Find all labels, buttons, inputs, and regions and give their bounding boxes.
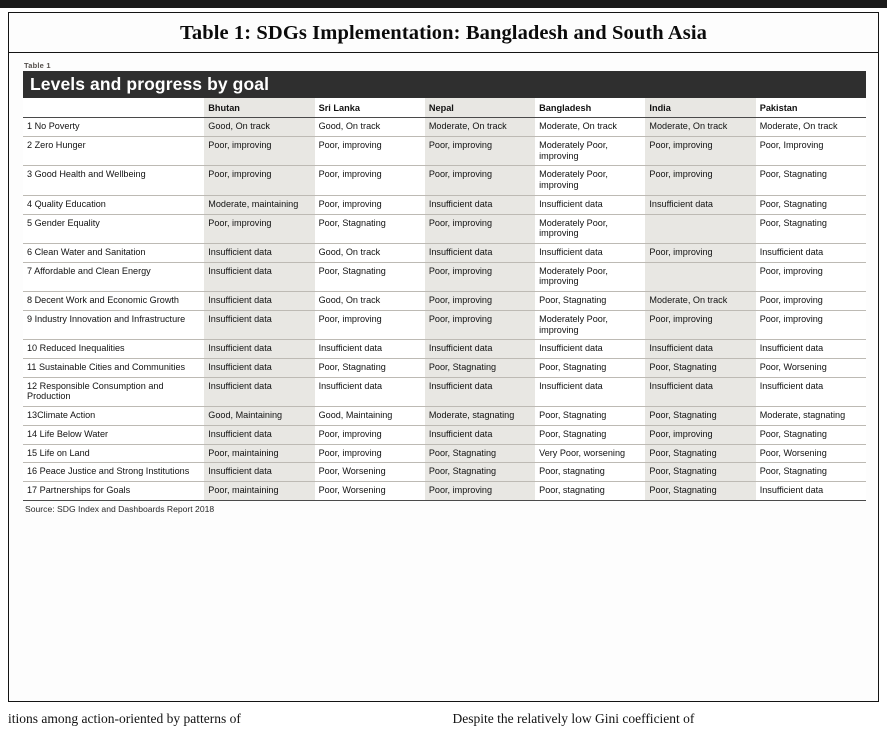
- table-cell: Very Poor, worsening: [535, 444, 645, 463]
- row-goal-label: 16 Peace Justice and Strong Institutions: [23, 463, 204, 482]
- table-cell: Poor, Stagnating: [756, 195, 866, 214]
- table-cell: Poor, Stagnating: [756, 425, 866, 444]
- table-cell: Poor, improving: [756, 310, 866, 339]
- table-cell: Good, On track: [315, 118, 425, 137]
- table-cell: Moderate, On track: [645, 118, 755, 137]
- table-cell: Poor, improving: [425, 262, 535, 291]
- table-cell: Moderate, stagnating: [756, 407, 866, 426]
- table-row: [23, 425, 866, 444]
- table-cell: Poor, maintaining: [204, 482, 314, 500]
- table-cell: Insufficient data: [425, 377, 535, 406]
- page-body-text: [8, 710, 879, 744]
- row-goal-label: 1 No Poverty: [23, 118, 204, 137]
- table-caption: Table 1: SDGs Implementation: Bangladesh and South Asia: [179, 22, 708, 44]
- page-top-rule: [0, 0, 887, 8]
- table-cell: Poor, Stagnating: [645, 359, 755, 378]
- table-row: [23, 243, 866, 262]
- table-cell: Insufficient data: [645, 377, 755, 406]
- table-cell: Poor, Stagnating: [425, 444, 535, 463]
- table-cell: Moderate, maintaining: [204, 195, 314, 214]
- table-cell: Good, On track: [315, 292, 425, 311]
- row-goal-label: 8 Decent Work and Economic Growth: [23, 292, 204, 311]
- row-goal-label: 15 Life on Land: [23, 444, 204, 463]
- table-cell: Insufficient data: [204, 359, 314, 378]
- row-goal-label: 4 Quality Education: [23, 195, 204, 214]
- table-cell: Poor, improving: [315, 310, 425, 339]
- table-row: [23, 407, 866, 426]
- table-cell: Poor, Stagnating: [315, 262, 425, 291]
- table-cell: Poor, Worsening: [756, 444, 866, 463]
- table-cell: Poor, Stagnating: [645, 444, 755, 463]
- table-cell: Poor, Stagnating: [645, 407, 755, 426]
- table-cell: [645, 214, 755, 243]
- row-goal-label: 2 Zero Hunger: [23, 136, 204, 165]
- table-cell: Good, On track: [315, 243, 425, 262]
- table-cell: Moderate, On track: [645, 292, 755, 311]
- body-column-right: Despite the relatively low Gini coefficient of: [452, 711, 695, 726]
- table-cell: Insufficient data: [535, 340, 645, 359]
- table-cell: Insufficient data: [315, 377, 425, 406]
- table-cell: Poor, Stagnating: [315, 359, 425, 378]
- table-cell: Poor, improving: [315, 166, 425, 195]
- table-cell: Moderate, On track: [425, 118, 535, 137]
- figure-banner-title: Levels and progress by goal: [23, 71, 866, 98]
- column-header-pakistan: Pakistan: [756, 98, 866, 117]
- body-column-left: itions among action-oriented by patterns of: [8, 711, 241, 726]
- table-cell: Poor, improving: [645, 310, 755, 339]
- table-cell: Poor, improving: [756, 262, 866, 291]
- table-cell: Poor, improving: [315, 136, 425, 165]
- row-goal-label: 3 Good Health and Wellbeing: [23, 166, 204, 195]
- table-row: [23, 214, 866, 243]
- table-cell: Poor, improving: [204, 136, 314, 165]
- table-row: [23, 377, 866, 406]
- table-cell: Insufficient data: [756, 482, 866, 500]
- table-cell: Poor, improving: [315, 444, 425, 463]
- table-cell: Insufficient data: [425, 243, 535, 262]
- table-cell: Insufficient data: [204, 262, 314, 291]
- row-goal-label: 6 Clean Water and Sanitation: [23, 243, 204, 262]
- table-cell: Poor, Improving: [756, 136, 866, 165]
- table-cell: Poor, stagnating: [535, 482, 645, 500]
- table-cell: Insufficient data: [756, 377, 866, 406]
- table-cell: Poor, improving: [204, 214, 314, 243]
- table-row: [23, 310, 866, 339]
- row-goal-label: 17 Partnerships for Goals: [23, 482, 204, 500]
- table-cell: Good, Maintaining: [204, 407, 314, 426]
- sdg-table: [23, 98, 866, 499]
- table-body: [23, 118, 866, 500]
- sdg-table-wrapper: [23, 98, 866, 500]
- table-cell: Poor, Stagnating: [425, 359, 535, 378]
- table-cell: Poor, Stagnating: [535, 359, 645, 378]
- table-cell: Poor, Stagnating: [315, 214, 425, 243]
- table-cell: Insufficient data: [204, 292, 314, 311]
- table-row: [23, 463, 866, 482]
- row-goal-label: 7 Affordable and Clean Energy: [23, 262, 204, 291]
- table-cell: Moderately Poor, improving: [535, 136, 645, 165]
- table-cell: Moderate, On track: [535, 118, 645, 137]
- table-cell: Poor, improving: [425, 136, 535, 165]
- table-cell: Poor, Stagnating: [535, 425, 645, 444]
- table-cell: Insufficient data: [535, 377, 645, 406]
- row-goal-label: 12 Responsible Consumption and Production: [23, 377, 204, 406]
- row-goal-label: 5 Gender Equality: [23, 214, 204, 243]
- table-cell: Poor, Stagnating: [535, 292, 645, 311]
- table-cell: Poor, Worsening: [315, 482, 425, 500]
- column-header-bangladesh: Bangladesh: [535, 98, 645, 117]
- table-cell: Moderately Poor, improving: [535, 166, 645, 195]
- table-cell: Insufficient data: [425, 425, 535, 444]
- table-cell: Moderately Poor, improving: [535, 262, 645, 291]
- table-cell: Insufficient data: [204, 243, 314, 262]
- table-frame: [8, 12, 879, 702]
- figure-label: Table 1: [24, 61, 51, 70]
- table-cell: Poor, stagnating: [535, 463, 645, 482]
- column-header-bhutan: Bhutan: [204, 98, 314, 117]
- table-cell: Insufficient data: [204, 463, 314, 482]
- table-cell: Good, On track: [204, 118, 314, 137]
- table-cell: Poor, Stagnating: [425, 463, 535, 482]
- table-cell: Insufficient data: [204, 425, 314, 444]
- table-header-row: [23, 98, 866, 117]
- table-cell: Insufficient data: [535, 243, 645, 262]
- table-cell: Poor, Stagnating: [645, 463, 755, 482]
- row-goal-label: 11 Sustainable Cities and Communities: [23, 359, 204, 378]
- table-cell: Poor, Stagnating: [756, 214, 866, 243]
- table-row: [23, 444, 866, 463]
- table-row: [23, 262, 866, 291]
- table-cell: Poor, Stagnating: [645, 482, 755, 500]
- table-cell: Poor, Stagnating: [756, 463, 866, 482]
- table-cell: Poor, improving: [756, 292, 866, 311]
- table-cell: Moderate, stagnating: [425, 407, 535, 426]
- table-row: [23, 292, 866, 311]
- table-cell: [645, 262, 755, 291]
- table-cell: Poor, improving: [425, 292, 535, 311]
- row-goal-label: 14 Life Below Water: [23, 425, 204, 444]
- table-row: [23, 340, 866, 359]
- table-cell: Insufficient data: [756, 243, 866, 262]
- row-goal-label: 13Climate Action: [23, 407, 204, 426]
- table-cell: Insufficient data: [645, 340, 755, 359]
- table-cell: Poor, improving: [645, 425, 755, 444]
- table-cell: Poor, Worsening: [756, 359, 866, 378]
- table-cell: Insufficient data: [425, 340, 535, 359]
- table-cell: Insufficient data: [645, 195, 755, 214]
- table-row: [23, 136, 866, 165]
- table-cell: Insufficient data: [204, 377, 314, 406]
- table-cell: Insufficient data: [756, 340, 866, 359]
- table-cell: Poor, maintaining: [204, 444, 314, 463]
- table-cell: Poor, improving: [425, 214, 535, 243]
- column-header-nepal: Nepal: [425, 98, 535, 117]
- table-row: [23, 359, 866, 378]
- table-cell: Insufficient data: [425, 195, 535, 214]
- column-header-india: India: [645, 98, 755, 117]
- table-cell: Poor, improving: [645, 166, 755, 195]
- table-cell: Poor, improving: [204, 166, 314, 195]
- table-cell: Poor, Stagnating: [535, 407, 645, 426]
- table-cell: Poor, Stagnating: [756, 166, 866, 195]
- table-cell: Moderately Poor, improving: [535, 310, 645, 339]
- column-header-sri-lanka: Sri Lanka: [315, 98, 425, 117]
- figure-body: [9, 53, 878, 520]
- table-cell: Poor, improving: [315, 425, 425, 444]
- table-cell: Poor, improving: [645, 243, 755, 262]
- table-row: [23, 195, 866, 214]
- table-cell: Poor, improving: [645, 136, 755, 165]
- table-cell: Insufficient data: [204, 340, 314, 359]
- table-cell: Moderate, On track: [756, 118, 866, 137]
- table-cell: Moderately Poor, improving: [535, 214, 645, 243]
- table-cell: Insufficient data: [535, 195, 645, 214]
- row-goal-label: 10 Reduced Inequalities: [23, 340, 204, 359]
- table-source-note: Source: SDG Index and Dashboards Report 2018: [25, 503, 215, 514]
- column-header-goal: [23, 98, 204, 117]
- table-cell: Poor, Worsening: [315, 463, 425, 482]
- table-row: [23, 166, 866, 195]
- table-cell: Good, Maintaining: [315, 407, 425, 426]
- table-cell: Poor, improving: [425, 482, 535, 500]
- table-row: [23, 118, 866, 137]
- table-cell: Poor, improving: [425, 310, 535, 339]
- table-row: [23, 482, 866, 500]
- table-cell: Poor, improving: [425, 166, 535, 195]
- row-goal-label: 9 Industry Innovation and Infrastructure: [23, 310, 204, 339]
- table-cell: Insufficient data: [315, 340, 425, 359]
- table-cell: Poor, improving: [315, 195, 425, 214]
- table-cell: Insufficient data: [204, 310, 314, 339]
